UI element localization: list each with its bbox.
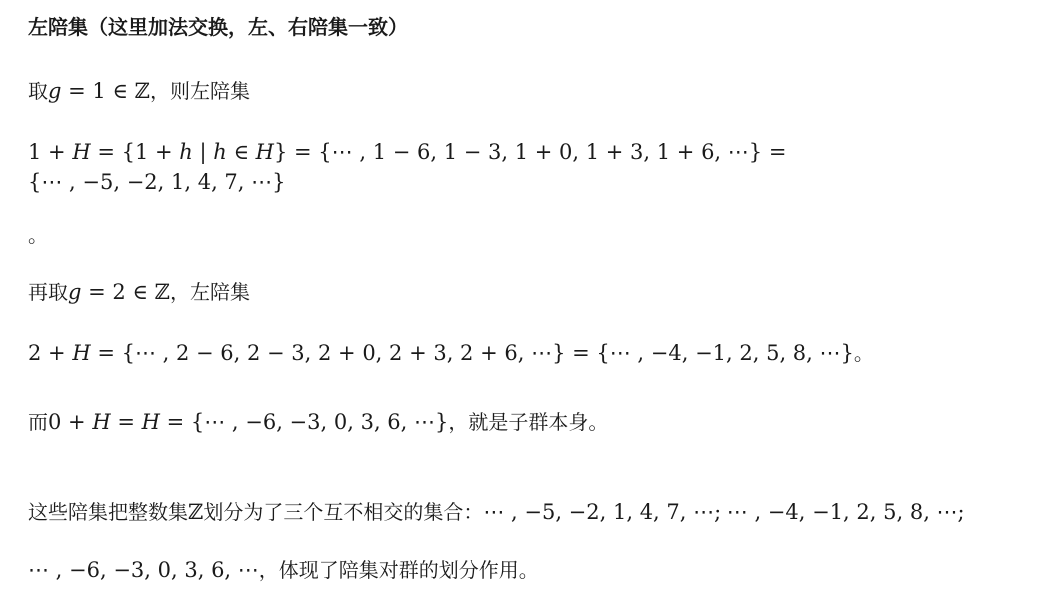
- math-partition-set-3: ⋯ , −6, −3, 0, 3, 6, ⋯: [28, 558, 259, 582]
- coset0-text-post: ，就是子群本身。: [448, 412, 609, 434]
- math-partition-set-2: ⋯ , −4, −1, 2, 5, 8, ⋯;: [726, 500, 965, 524]
- coset2-period: 。: [853, 343, 874, 365]
- paragraph-partition-summary: [28, 484, 1040, 600]
- math-coset-0: 0 + H = H = {⋯ , −6, −3, 0, 3, 6, ⋯}: [48, 410, 449, 434]
- paragraph-coset-2: [28, 338, 1040, 369]
- math-display-coset-1: [28, 137, 1040, 197]
- paragraph-take-g2: [28, 277, 1040, 308]
- paragraph-coset-0: [28, 407, 1040, 438]
- intro1-text-post: ，则左陪集: [150, 81, 250, 103]
- paragraph-orphan-period: 。: [28, 225, 48, 247]
- section-heading-left-coset: 左陪集（这里加法交换，左、右陪集一致）: [28, 17, 408, 39]
- document-body: [28, 14, 1040, 600]
- intro2-text-pre: 再取: [28, 282, 68, 304]
- math-coset-2: 2 + H = {⋯ , 2 − 6, 2 − 3, 2 + 0, 2 + 3, 2 + 6, ⋯} = {⋯ , −4, −1, 2, 5, 8, ⋯}: [28, 341, 854, 365]
- partition-text-colon: 划分为了三个互不相交的集合：: [203, 502, 484, 524]
- math-integer-set-z: ℤ: [188, 500, 204, 524]
- coset0-text-pre: 而: [28, 412, 48, 434]
- paragraph-take-g1: [28, 76, 1040, 107]
- intro2-text-post: ，左陪集: [170, 282, 250, 304]
- math-g-equals-1-in-z: g = 1 ∈ ℤ: [48, 79, 150, 103]
- math-coset-1-line-2: {⋯ , −5, −2, 1, 4, 7, ⋯}: [28, 170, 286, 194]
- intro1-text-pre: 取: [28, 81, 48, 103]
- math-g-equals-2-in-z: g = 2 ∈ ℤ: [68, 280, 170, 304]
- math-coset-1-line-1: 1 + H = {1 + h | h ∈ H} = {⋯ , 1 − 6, 1 − 3, 1 + 0, 1 + 3, 1 + 6, ⋯} =: [28, 140, 787, 164]
- partition-text-tail: ，体现了陪集对群的划分作用。: [258, 560, 539, 582]
- partition-text-lead: 这些陪集把整数集: [28, 502, 188, 524]
- math-partition-set-1: ⋯ , −5, −2, 1, 4, 7, ⋯;: [483, 500, 722, 524]
